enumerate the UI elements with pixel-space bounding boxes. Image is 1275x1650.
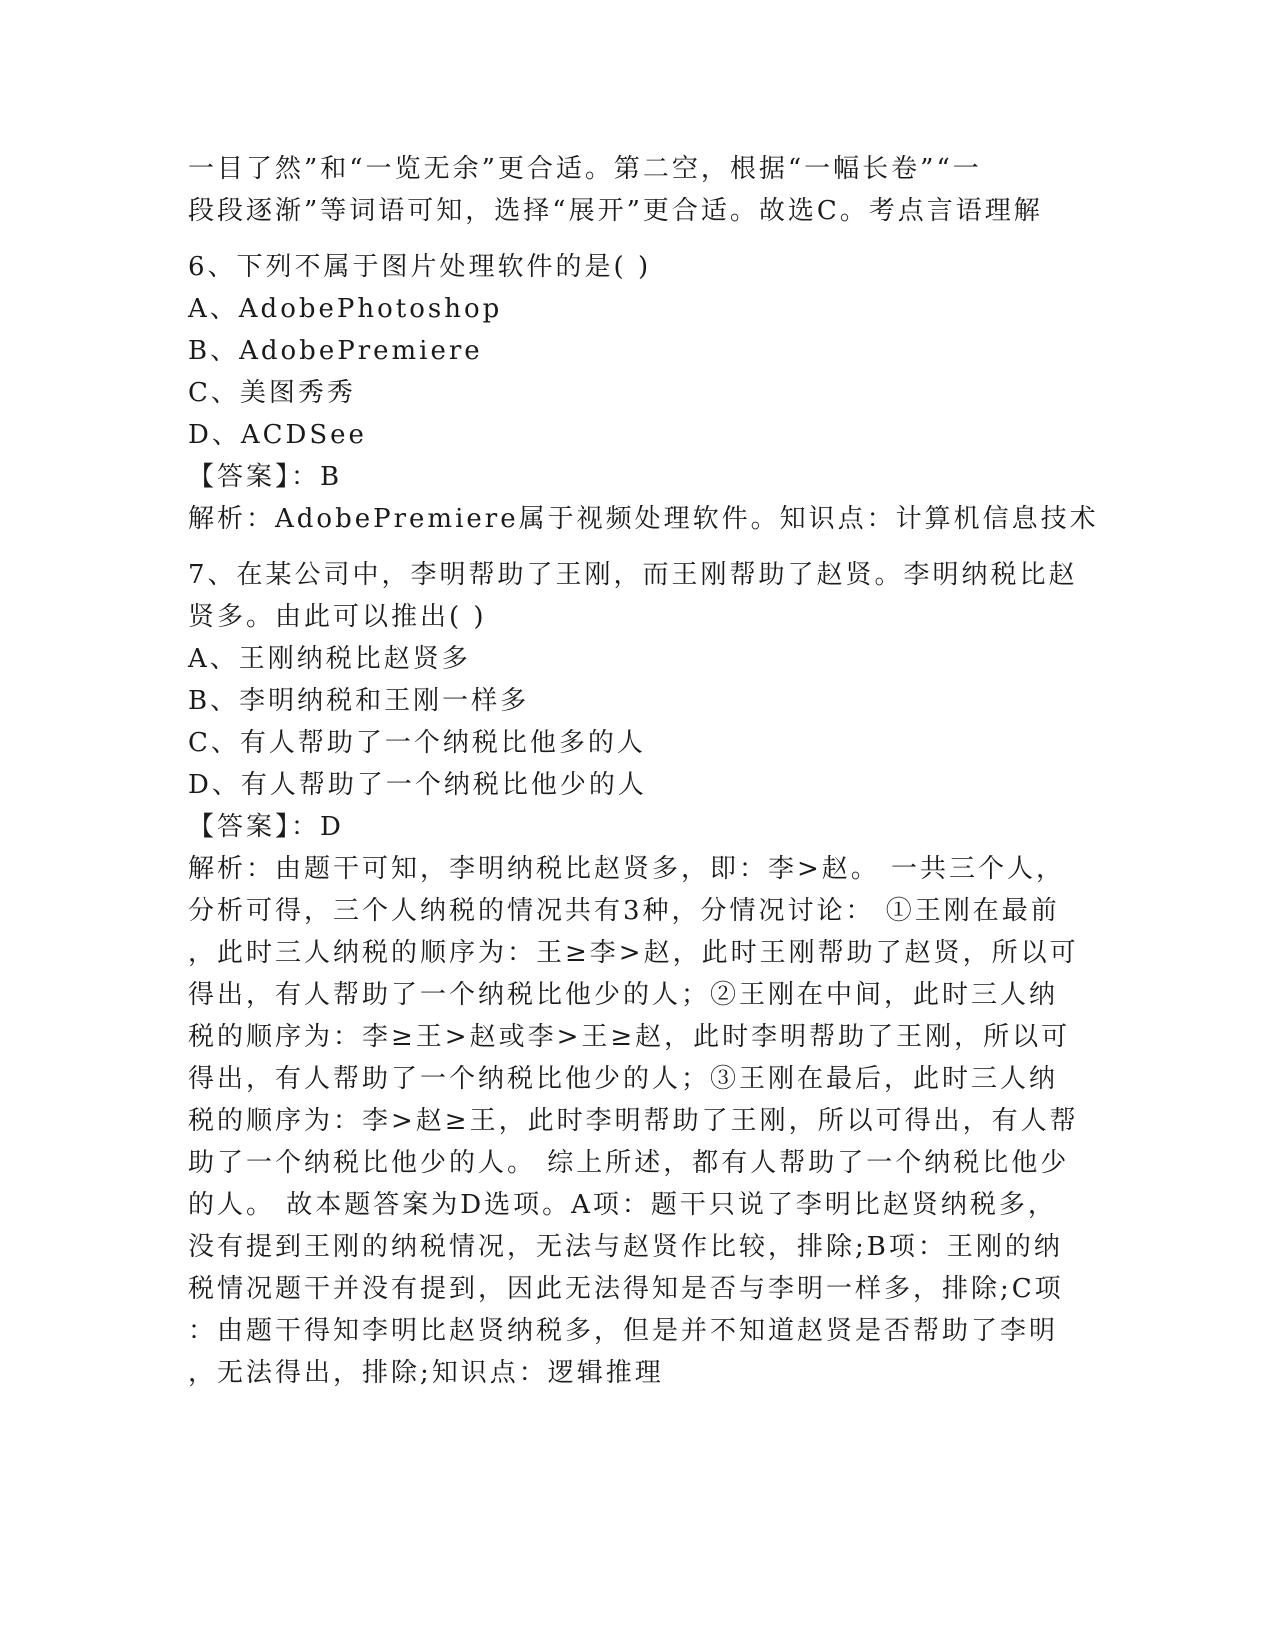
question-stem: 7、在某公司中，李明帮助了王刚，而王刚帮助了赵贤。李明纳税比赵 xyxy=(188,560,1078,590)
question-6 xyxy=(188,246,1099,540)
explanation-line: ，此时三人纳税的顺序为：王≥李>赵，此时王刚帮助了赵贤，所以可 xyxy=(188,938,1079,968)
prev-explanation xyxy=(188,148,1088,232)
option-c: C、美图秀秀 xyxy=(188,378,356,408)
explanation-line: 税的顺序为：李≥王>赵或李>王≥赵，此时李明帮助了王刚，所以可 xyxy=(188,1022,1071,1052)
explanation-line: 的人。 故本题答案为D选项。A项：题干只说了李明比赵贤纳税多， xyxy=(188,1190,1057,1220)
option-c: C、有人帮助了一个纳税比他多的人 xyxy=(188,728,646,758)
explanation-line: 解析：由题干可知，李明纳税比赵贤多，即：李>赵。 一共三个人， xyxy=(188,854,1066,884)
explanation-line: 税情况题干并没有提到，因此无法得知是否与李明一样多，排除;C项 xyxy=(188,1274,1064,1304)
option-a: A、AdobePhotoshop xyxy=(188,294,503,324)
option-a: A、王刚纳税比赵贤多 xyxy=(188,644,471,674)
answer: 【答案】：B xyxy=(188,462,343,492)
option-d: D、有人帮助了一个纳税比他少的人 xyxy=(188,770,647,800)
question-7 xyxy=(188,554,1088,1394)
explanation-line: 助了一个纳税比他少的人。 综上所述，都有人帮助了一个纳税比他少 xyxy=(188,1148,1070,1178)
explanation-line: 解析：AdobePremiere属于视频处理软件。知识点：计算机信息技术 xyxy=(188,504,1099,534)
option-b: B、李明纳税和王刚一样多 xyxy=(188,686,530,716)
option-b: B、AdobePremiere xyxy=(188,336,483,366)
explanation-line: ，无法得出，排除;知识点：逻辑推理 xyxy=(188,1358,664,1388)
option-d: D、ACDSee xyxy=(188,420,367,450)
explanation-line: 一目了然”和“一览无余”更合适。第二空，根据“一幅长卷”“一 xyxy=(188,154,982,184)
explanation-line: ：由题干得知李明比赵贤纳税多，但是并不知道赵贤是否帮助了李明 xyxy=(188,1316,1059,1346)
answer: 【答案】：D xyxy=(188,812,344,842)
explanation-line: 得出，有人帮助了一个纳税比他少的人；③王刚在最后，此时三人纳 xyxy=(188,1064,1059,1094)
document-page xyxy=(188,148,1099,1394)
explanation-line: 分析可得，三个人纳税的情况共有3种，分情况讨论： ①王刚在最前 xyxy=(188,896,1060,926)
question-stem: 6、下列不属于图片处理软件的是( ) xyxy=(188,252,652,282)
explanation-line: 没有提到王刚的纳税情况，无法与赵贤作比较，排除;B项：王刚的纳 xyxy=(188,1232,1063,1262)
question-stem: 贤多。由此可以推出( ) xyxy=(188,602,487,632)
explanation-line: 段段逐渐”等词语可知，选择“展开”更合适。故选C。考点言语理解 xyxy=(188,196,1043,226)
explanation-line: 得出，有人帮助了一个纳税比他少的人；②王刚在中间，此时三人纳 xyxy=(188,980,1059,1010)
explanation-line: 税的顺序为：李>赵≥王，此时李明帮助了王刚，所以可得出，有人帮 xyxy=(188,1106,1079,1136)
